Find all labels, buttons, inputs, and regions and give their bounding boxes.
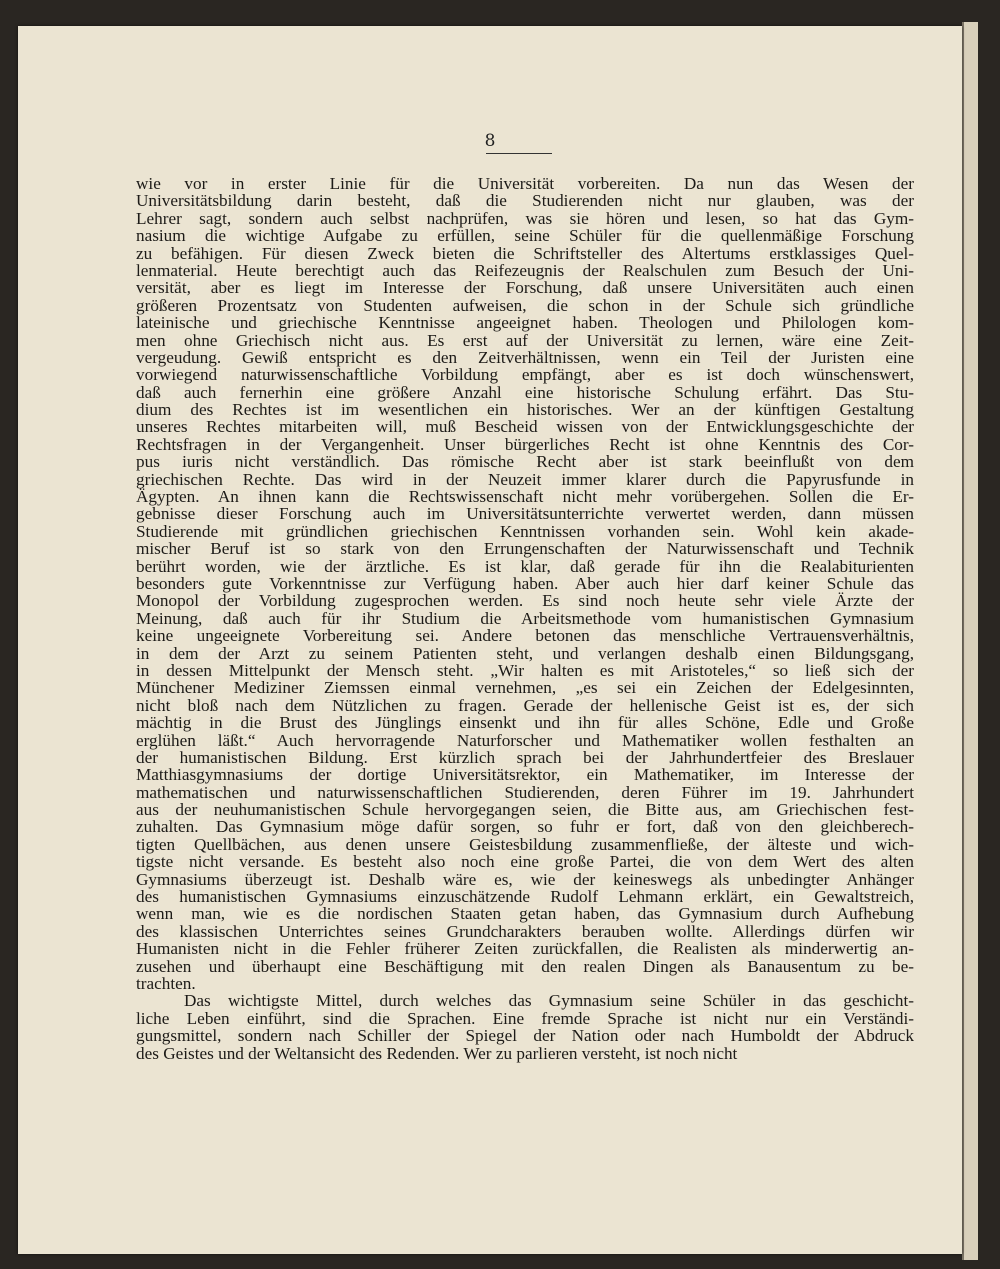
text-line: Gymnasiums überzeugt ist. Deshalb wäre es, wie der keineswegs als unbedingter Anhänger [136, 869, 914, 889]
text-line: vergeudung. Gewiß entspricht es den Zeitverhältnissen, wenn ein Teil der Juristen eine [136, 347, 914, 367]
text-line: aus der neuhumanistischen Schule hervorgegangen seien, die Bitte aus, am Griechischen fest- [136, 800, 914, 820]
text-line: keine ungeeignete Vorbereitung sei. Andere betonen das menschliche Vertrauensverhältnis, [136, 626, 914, 646]
text-line: liche Leben einführt, sind die Sprachen. Eine fremde Sprache ist nicht nur ein Verständi- [136, 1008, 914, 1028]
text-line: zusehen und überhaupt eine Beschäftigung mit den realen Dingen als Banausentum zu be- [136, 956, 914, 976]
text-line: des humanistischen Gymnasiums einzuschätzende Rudolf Lehmann erklärt, ein Gewaltstreich, [136, 887, 914, 907]
text-line: Ägypten. An ihnen kann die Rechtswissenschaft nicht mehr vorübergehen. Sollen die Er- [136, 487, 914, 507]
text-line: Münchener Mediziner Ziemssen einmal vernehmen, „es sei ein Zeichen der Edelgesinnten, [136, 678, 914, 698]
text-line: Lehrer sagt, sondern auch selbst nachprüfen, was sie hören und lesen, so hat das Gym- [136, 208, 914, 228]
text-line: dium des Rechtes ist im wesentlichen ein historisches. Wer an der künftigen Gestaltung [136, 400, 914, 420]
text-line: Meinung, daß auch für ihr Studium die Arbeitsmethode vom humanistischen Gymnasium [136, 608, 914, 628]
text-line: Monopol der Vorbildung zugesprochen werden. Es sind noch heute sehr viele Ärzte der [136, 591, 914, 611]
text-line: mischer Beruf ist so stark von den Errungenschaften der Naturwissenschaft und Technik [136, 539, 914, 559]
text-line: erglühen läßt.“ Auch hervorragende Naturforscher und Mathematiker wollen festhalten an [136, 730, 914, 750]
text-line: des klassischen Unterrichtes seines Grundcharakters berauben wollte. Allerdings dürfen wir [136, 921, 914, 941]
text-line: Studierende mit gründlichen griechischen Kenntnissen vorhanden sein. Wohl kein akade- [136, 521, 914, 541]
text-line: zuhalten. Das Gymnasium möge dafür sorgen, so fuhr er fort, daß von den gleichberech- [136, 817, 914, 837]
text-line: Matthiasgymnasiums der dortige Universitätsrektor, ein Mathematiker, im Interesse der [136, 765, 914, 785]
text-line: versität, aber es liegt im Interesse der Forschung, daß unsere Universitäten auch einen [136, 278, 914, 298]
text-line: Rechtsfragen in der Vergangenheit. Unser bürgerliches Recht ist ohne Kenntnis des Cor- [136, 434, 914, 454]
text-line: tigste nicht versande. Es besteht also noch eine große Partei, die von dem Wert des alten [136, 852, 914, 872]
text-line: daß auch fernerhin eine größere Anzahl eine historische Schulung erfährt. Das Stu- [136, 382, 914, 402]
next-page-edge [962, 22, 978, 1260]
text-line: lenmaterial. Heute berechtigt auch das Reifezeugnis der Realschulen zum Besuch der Uni- [136, 260, 914, 280]
scanned-page [18, 26, 962, 1254]
text-line: nasium die wichtige Aufgabe zu erfüllen, seine Schüler für die quellenmäßige Forschung [136, 226, 914, 246]
page-number-rule [486, 153, 552, 154]
text-line: Universitätsbildung darin besteht, daß die Studierenden nicht nur glauben, was der [136, 191, 914, 211]
text-line: größeren Prozentsatz von Studenten aufweisen, die schon in der Schule sich gründliche [136, 295, 914, 315]
text-line: gebnisse dieser Forschung auch im Universitätsunterrichte verwertet werden, dann müssen [136, 504, 914, 524]
page-number: 8 [484, 131, 496, 151]
text-line: der humanistischen Bildung. Erst kürzlich sprach bei der Jahrhundertfeier des Breslauer [136, 747, 914, 767]
text-line: pus iuris nicht verständlich. Das römische Recht aber ist stark beeinflußt von dem [136, 452, 914, 472]
text-line: tigten Quellbächen, aus denen unsere Geistesbildung zusammenfließe, der älteste und wich- [136, 834, 914, 854]
text-line: trachten. [136, 973, 196, 993]
text-line: Humanisten nicht in die Fehler früherer Zeiten zurückfallen, die Realisten als minderwertig an- [136, 939, 914, 959]
text-line: griechischen Rechte. Das wird in der Neuzeit immer klarer durch die Papyrusfunde in [136, 469, 914, 489]
text-line: vorwiegend naturwissenschaftliche Vorbildung empfängt, aber es ist doch wünschenswert, [136, 365, 914, 385]
text-line: in dem der Arzt zu seinem Patienten steht, und verlangen deshalb einen Bildungsgang, [136, 643, 914, 663]
body-text [136, 175, 914, 1062]
text-line: unseres Rechtes mitarbeiten will, muß Bescheid wissen von der Entwicklungsgeschichte der [136, 417, 914, 437]
text-line: des Geistes und der Weltansicht des Redenden. Wer zu parlieren versteht, ist noch nicht [136, 1043, 738, 1063]
text-line: besonders gute Vorkenntnisse zur Verfügung haben. Aber auch hier darf keiner Schule das [136, 573, 914, 593]
text-line: Das wichtigste Mittel, durch welches das Gymnasium seine Schüler in das geschicht- [184, 991, 914, 1011]
text-line: zu befähigen. Für diesen Zweck bieten die Schriftsteller des Altertums erstklassiges Quel- [136, 243, 914, 263]
text-line: mächtig in die Brust des Jünglings einsenkt und ihn für alles Schöne, Edle und Große [136, 713, 914, 733]
text-line: wenn man, wie es die nordischen Staaten getan haben, das Gymnasium durch Aufhebung [136, 904, 914, 924]
text-line: wie vor in erster Linie für die Universität vorbereiten. Da nun das Wesen der [136, 174, 914, 193]
text-line: mathematischen und naturwissenschaftlichen Studierenden, deren Führer im 19. Jahrhundert [136, 782, 914, 802]
text-line: in dessen Mittelpunkt der Mensch steht. „Wir halten es mit Aristoteles,“ so ließ sich der [136, 660, 914, 680]
text-line: berührt worden, wie der ärztliche. Es ist klar, daß gerade für ihn die Realabiturienten [136, 556, 914, 576]
text-line: men ohne Griechisch nicht aus. Es erst auf der Universität zu lernen, wäre eine Zeit- [136, 330, 914, 350]
text-line: nicht bloß nach dem Nützlichen zu fragen. Gerade der hellenische Geist ist es, der sich [136, 695, 914, 715]
text-line: lateinische und griechische Kenntnisse angeeignet haben. Theologen und Philologen kom- [136, 313, 914, 333]
text-line: gungsmittel, sondern nach Schiller der Spiegel der Nation oder nach Humboldt der Abdruck [136, 1026, 914, 1046]
